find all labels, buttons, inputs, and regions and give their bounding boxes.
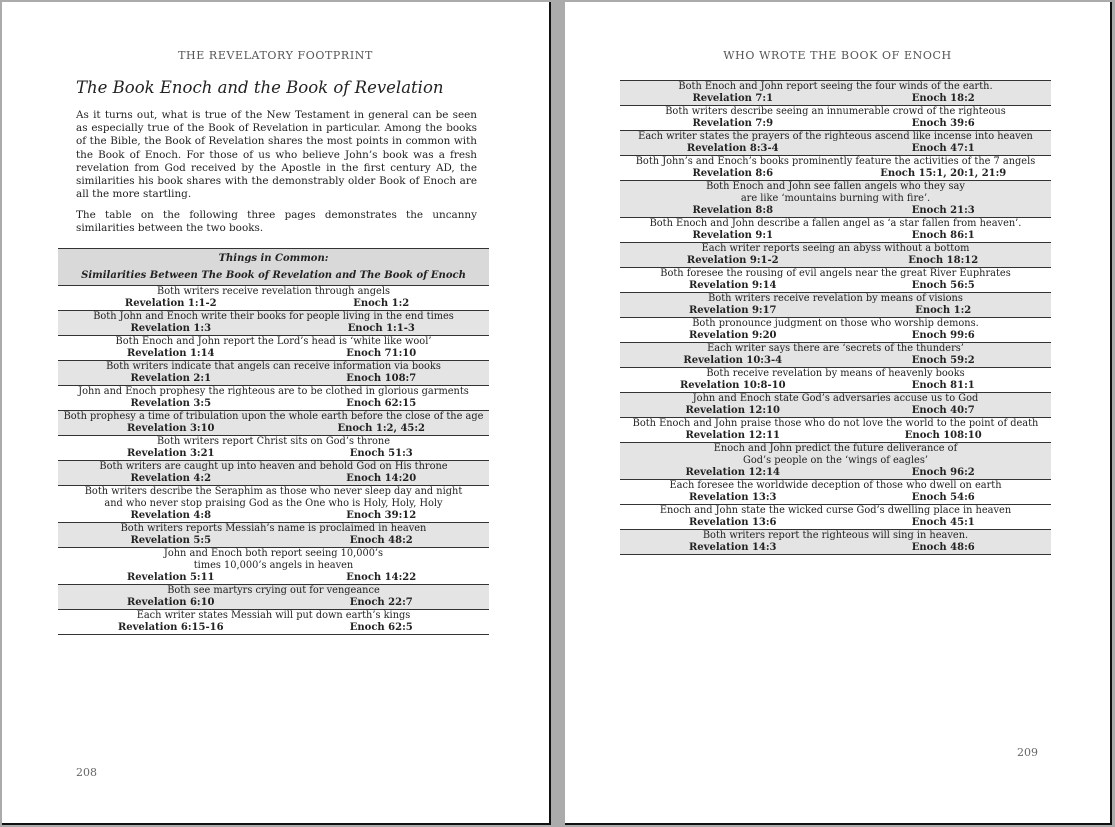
similarity-text: Both see martyrs crying out for vengeance bbox=[167, 585, 380, 596]
enoch-reference: Enoch 56:5 bbox=[836, 280, 1052, 293]
comparison-row-description bbox=[620, 81, 1051, 94]
similarity-description bbox=[620, 505, 1051, 518]
revelation-reference: Revelation 9:1-2 bbox=[620, 255, 836, 268]
similarity-text: Both writers reports Messiah’s name is proclaimed in heaven bbox=[120, 523, 427, 534]
table-subtitle: Similarities Between The Book of Revelation and The Book of Enoch bbox=[58, 267, 489, 286]
revelation-reference: Revelation 12:11 bbox=[620, 430, 836, 443]
comparison-row-description bbox=[620, 318, 1051, 331]
similarity-description bbox=[620, 418, 1051, 431]
comparison-row-references bbox=[58, 510, 489, 523]
comparison-row-references bbox=[620, 492, 1051, 505]
page-number: 208 bbox=[76, 766, 97, 779]
comparison-row-references bbox=[620, 380, 1051, 393]
revelation-reference: Revelation 8:6 bbox=[620, 168, 836, 181]
revelation-reference: Revelation 3:10 bbox=[58, 423, 274, 436]
intro-paragraph: As it turns out, what is true of the New Testament in general can be seen as especially true of the Book of Revelation in particular. Among the books of the Bible, the Book of Revelation shares the most points in common with the Book of Enoch. For those of us who believe John’s book was a fresh revelation from God received by the Apostle in the first century AD, the similarities his book shares with the demonstrably older Book of Enoch are all the more startling. bbox=[76, 109, 477, 201]
enoch-reference: Enoch 39:12 bbox=[274, 510, 490, 523]
similarity-description bbox=[58, 286, 489, 299]
enoch-reference: Enoch 1:2 bbox=[836, 305, 1052, 318]
enoch-reference: Enoch 15:1, 20:1, 21:9 bbox=[836, 168, 1052, 181]
similarity-description bbox=[58, 436, 489, 449]
comparison-row-description bbox=[58, 286, 489, 299]
comparison-row-references bbox=[620, 230, 1051, 243]
chapter-title: The Book Enoch and the Book of Revelation bbox=[76, 78, 444, 97]
comparison-row-references bbox=[620, 143, 1051, 156]
comparison-row-references bbox=[620, 430, 1051, 443]
revelation-reference: Revelation 9:20 bbox=[620, 330, 836, 343]
similarity-description bbox=[620, 131, 1051, 144]
comparison-row-description bbox=[620, 505, 1051, 518]
similarity-description bbox=[58, 311, 489, 324]
similarity-description bbox=[620, 318, 1051, 331]
similarity-text: Enoch and John predict the future deliverance of bbox=[713, 443, 958, 454]
enoch-reference: Enoch 39:6 bbox=[836, 118, 1052, 131]
running-head: THE REVELATORY FOOTPRINT bbox=[178, 49, 373, 62]
revelation-reference: Revelation 14:3 bbox=[620, 542, 836, 555]
comparison-row-references bbox=[620, 280, 1051, 293]
similarity-description bbox=[620, 480, 1051, 493]
enoch-reference: Enoch 1:2 bbox=[274, 298, 490, 311]
revelation-reference: Revelation 8:8 bbox=[620, 205, 836, 218]
comparison-table bbox=[58, 248, 489, 635]
similarity-text: Both Enoch and John praise those who do not love the world to the point of death bbox=[632, 418, 1039, 429]
comparison-row-references bbox=[620, 355, 1051, 368]
revelation-reference: Revelation 12:10 bbox=[620, 405, 836, 418]
comparison-row-description bbox=[620, 393, 1051, 406]
comparison-row-description bbox=[620, 343, 1051, 356]
comparison-row-references bbox=[58, 298, 489, 311]
comparison-row-references bbox=[620, 205, 1051, 218]
comparison-row-description bbox=[620, 243, 1051, 256]
similarity-description bbox=[620, 181, 1051, 206]
comparison-row-description bbox=[58, 548, 489, 573]
comparison-row-references bbox=[620, 517, 1051, 530]
comparison-row-description bbox=[620, 418, 1051, 431]
comparison-row-description bbox=[58, 311, 489, 324]
similarity-description bbox=[58, 386, 489, 399]
revelation-reference: Revelation 6:10 bbox=[58, 597, 274, 610]
enoch-reference: Enoch 62:15 bbox=[274, 398, 490, 411]
similarity-text: Both writers receive revelation through angels bbox=[157, 286, 390, 297]
table-subtitle-row bbox=[58, 267, 489, 286]
revelation-reference: Revelation 5:11 bbox=[58, 572, 274, 585]
comparison-row-description bbox=[620, 156, 1051, 169]
similarity-description bbox=[620, 443, 1051, 468]
similarity-text: Both writers report the righteous will sing in heaven. bbox=[702, 530, 969, 541]
enoch-reference: Enoch 62:5 bbox=[274, 622, 490, 635]
comparison-row-description bbox=[58, 610, 489, 623]
comparison-row-references bbox=[58, 398, 489, 411]
comparison-row-references bbox=[620, 118, 1051, 131]
similarity-description bbox=[58, 336, 489, 349]
similarity-description bbox=[620, 293, 1051, 306]
comparison-row-references bbox=[58, 348, 489, 361]
comparison-row-references bbox=[58, 423, 489, 436]
similarity-description bbox=[58, 461, 489, 474]
revelation-reference: Revelation 6:15-16 bbox=[58, 622, 274, 635]
similarity-text: John and Enoch state God’s adversaries accuse us to God bbox=[692, 393, 979, 404]
table-intro-paragraph: The table on the following three pages demonstrates the uncanny similarities between the two books. bbox=[76, 209, 477, 235]
similarity-text: Both receive revelation by means of heavenly books bbox=[706, 368, 965, 379]
enoch-reference: Enoch 1:2, 45:2 bbox=[274, 423, 490, 436]
revelation-reference: Revelation 1:14 bbox=[58, 348, 274, 361]
similarity-text: Both writers describe the Seraphim as those who never sleep day and night bbox=[84, 486, 463, 497]
similarity-description bbox=[620, 368, 1051, 381]
similarity-description bbox=[620, 393, 1051, 406]
similarity-text: Both pronounce judgment on those who worship demons. bbox=[692, 318, 979, 329]
comparison-row-references bbox=[58, 597, 489, 610]
similarity-text: Both writers are caught up into heaven and behold God on His throne bbox=[99, 461, 448, 472]
enoch-reference: Enoch 86:1 bbox=[836, 230, 1052, 243]
similarity-description bbox=[58, 585, 489, 598]
enoch-reference: Enoch 22:7 bbox=[274, 597, 490, 610]
comparison-row-references bbox=[620, 405, 1051, 418]
revelation-reference: Revelation 9:17 bbox=[620, 305, 836, 318]
enoch-reference: Enoch 14:20 bbox=[274, 473, 490, 486]
similarity-text: Both Enoch and John report seeing the four winds of the earth. bbox=[678, 81, 993, 92]
revelation-reference: Revelation 1:3 bbox=[58, 323, 274, 336]
similarity-description bbox=[620, 343, 1051, 356]
revelation-reference: Revelation 13:6 bbox=[620, 517, 836, 530]
comparison-row-references bbox=[58, 448, 489, 461]
comparison-row-references bbox=[58, 622, 489, 635]
enoch-reference: Enoch 108:10 bbox=[836, 430, 1052, 443]
similarity-description bbox=[58, 486, 489, 511]
comparison-row-description bbox=[58, 486, 489, 511]
revelation-reference: Revelation 7:9 bbox=[620, 118, 836, 131]
comparison-row-description bbox=[58, 436, 489, 449]
revelation-reference: Revelation 10:8-10 bbox=[620, 380, 836, 393]
revelation-reference: Revelation 7:1 bbox=[620, 93, 836, 106]
similarity-text: Both prophesy a time of tribulation upon the whole earth before the close of the age bbox=[63, 411, 484, 422]
enoch-reference: Enoch 108:7 bbox=[274, 373, 490, 386]
enoch-reference: Enoch 47:1 bbox=[836, 143, 1052, 156]
similarity-text: Both John and Enoch write their books for people living in the end times bbox=[93, 311, 454, 322]
running-head: WHO WROTE THE BOOK OF ENOCH bbox=[723, 49, 952, 62]
enoch-reference: Enoch 81:1 bbox=[836, 380, 1052, 393]
similarity-text: Each foresee the worldwide deception of those who dwell on earth bbox=[669, 480, 1002, 491]
comparison-row-description bbox=[620, 268, 1051, 281]
comparison-row-references bbox=[620, 330, 1051, 343]
similarity-description bbox=[620, 156, 1051, 169]
enoch-reference: Enoch 54:6 bbox=[836, 492, 1052, 505]
revelation-reference: Revelation 9:14 bbox=[620, 280, 836, 293]
revelation-reference: Revelation 9:1 bbox=[620, 230, 836, 243]
similarity-description bbox=[620, 268, 1051, 281]
enoch-reference: Enoch 51:3 bbox=[274, 448, 490, 461]
similarity-text: Both foresee the rousing of evil angels near the great River Euphrates bbox=[660, 268, 1011, 279]
page-number: 209 bbox=[1017, 746, 1038, 759]
similarity-text: Both writers report Christ sits on God’s throne bbox=[156, 436, 391, 447]
enoch-reference: Enoch 21:3 bbox=[836, 205, 1052, 218]
comparison-row-description bbox=[58, 336, 489, 349]
revelation-reference: Revelation 10:3-4 bbox=[620, 355, 836, 368]
comparison-row-references bbox=[620, 305, 1051, 318]
revelation-reference: Revelation 8:3-4 bbox=[620, 143, 836, 156]
similarity-text-continued: times 10,000’s angels in heaven bbox=[193, 560, 354, 571]
comparison-row-description bbox=[58, 361, 489, 374]
similarity-description bbox=[58, 523, 489, 536]
similarity-text: Both John’s and Enoch’s books prominently feature the activities of the 7 angels bbox=[635, 156, 1036, 167]
enoch-reference: Enoch 18:2 bbox=[836, 93, 1052, 106]
revelation-reference: Revelation 12:14 bbox=[620, 467, 836, 480]
similarity-text: Both Enoch and John describe a fallen angel as ‘a star fallen from heaven’. bbox=[649, 218, 1022, 229]
comparison-row-references bbox=[58, 473, 489, 486]
enoch-reference: Enoch 18:12 bbox=[836, 255, 1052, 268]
comparison-row-description bbox=[58, 386, 489, 399]
comparison-row-description bbox=[58, 523, 489, 536]
similarity-text: Both Enoch and John see fallen angels who they say bbox=[706, 181, 965, 192]
comparison-row-description bbox=[58, 411, 489, 424]
comparison-row-references bbox=[620, 255, 1051, 268]
enoch-reference: Enoch 48:6 bbox=[836, 542, 1052, 555]
revelation-reference: Revelation 1:1-2 bbox=[58, 298, 274, 311]
similarity-text-continued: are like ‘mountains burning with fire’. bbox=[740, 193, 931, 204]
enoch-reference: Enoch 59:2 bbox=[836, 355, 1052, 368]
similarity-description bbox=[58, 361, 489, 374]
comparison-row-references bbox=[58, 535, 489, 548]
revelation-reference: Revelation 13:3 bbox=[620, 492, 836, 505]
comparison-row-references bbox=[620, 467, 1051, 480]
similarity-text: Both writers describe seeing an innumerable crowd of the righteous bbox=[665, 106, 1006, 117]
comparison-table-continued bbox=[620, 80, 1051, 555]
enoch-reference: Enoch 48:2 bbox=[274, 535, 490, 548]
similarity-text: Both writers indicate that angels can receive information via books bbox=[106, 361, 441, 372]
revelation-reference: Revelation 3:21 bbox=[58, 448, 274, 461]
comparison-row-description bbox=[620, 131, 1051, 144]
similarity-description bbox=[620, 218, 1051, 231]
comparison-row-references bbox=[58, 323, 489, 336]
enoch-reference: Enoch 96:2 bbox=[836, 467, 1052, 480]
comparison-row-references bbox=[620, 93, 1051, 106]
comparison-row-description bbox=[620, 443, 1051, 468]
comparison-row-description bbox=[620, 181, 1051, 206]
enoch-reference: Enoch 99:6 bbox=[836, 330, 1052, 343]
similarity-text: Each writer says there are ‘secrets of the thunders’ bbox=[707, 343, 964, 354]
comparison-row-description bbox=[58, 585, 489, 598]
similarity-text: John and Enoch both report seeing 10,000’s bbox=[163, 548, 384, 559]
enoch-reference: Enoch 14:22 bbox=[274, 572, 490, 585]
comparison-row-description bbox=[620, 106, 1051, 119]
similarity-description bbox=[58, 610, 489, 623]
enoch-reference: Enoch 40:7 bbox=[836, 405, 1052, 418]
comparison-row-references bbox=[58, 572, 489, 585]
similarity-text: Each writer states the prayers of the righteous ascend like incense into heaven bbox=[638, 131, 1033, 142]
similarity-text: Both writers receive revelation by means of visions bbox=[708, 293, 963, 304]
comparison-row-references bbox=[58, 373, 489, 386]
comparison-row-references bbox=[620, 168, 1051, 181]
similarity-text: John and Enoch prophesy the righteous are to be clothed in glorious garments bbox=[78, 386, 469, 397]
similarity-text: Each writer reports seeing an abyss without a bottom bbox=[701, 243, 970, 254]
comparison-row-description bbox=[620, 218, 1051, 231]
comparison-row-description bbox=[620, 530, 1051, 543]
similarity-description bbox=[620, 243, 1051, 256]
revelation-reference: Revelation 3:5 bbox=[58, 398, 274, 411]
similarity-text: Each writer states Messiah will put down earth’s kings bbox=[136, 610, 411, 621]
similarity-text: Both Enoch and John report the Lord’s head is ‘white like wool’ bbox=[115, 336, 432, 347]
similarity-text-continued: God’s people on the ‘wings of eagles’ bbox=[743, 455, 928, 466]
enoch-reference: Enoch 45:1 bbox=[836, 517, 1052, 530]
comparison-row-references bbox=[620, 542, 1051, 555]
comparison-row-description bbox=[620, 480, 1051, 493]
revelation-reference: Revelation 2:1 bbox=[58, 373, 274, 386]
comparison-row-description bbox=[620, 293, 1051, 306]
similarity-description bbox=[620, 81, 1051, 94]
comparison-row-description bbox=[58, 461, 489, 474]
table-title: Things in Common: bbox=[58, 249, 489, 268]
similarity-description bbox=[620, 106, 1051, 119]
enoch-reference: Enoch 71:10 bbox=[274, 348, 490, 361]
similarity-text-continued: and who never stop praising God as the One who is Holy, Holy, Holy bbox=[104, 498, 443, 509]
table-title-row bbox=[58, 249, 489, 268]
similarity-description bbox=[58, 548, 489, 573]
similarity-description bbox=[58, 411, 489, 424]
similarity-description bbox=[620, 530, 1051, 543]
enoch-reference: Enoch 1:1-3 bbox=[274, 323, 490, 336]
revelation-reference: Revelation 5:5 bbox=[58, 535, 274, 548]
similarity-text: Enoch and John state the wicked curse God’s dwelling place in heaven bbox=[659, 505, 1012, 516]
comparison-row-description bbox=[620, 368, 1051, 381]
revelation-reference: Revelation 4:8 bbox=[58, 510, 274, 523]
revelation-reference: Revelation 4:2 bbox=[58, 473, 274, 486]
